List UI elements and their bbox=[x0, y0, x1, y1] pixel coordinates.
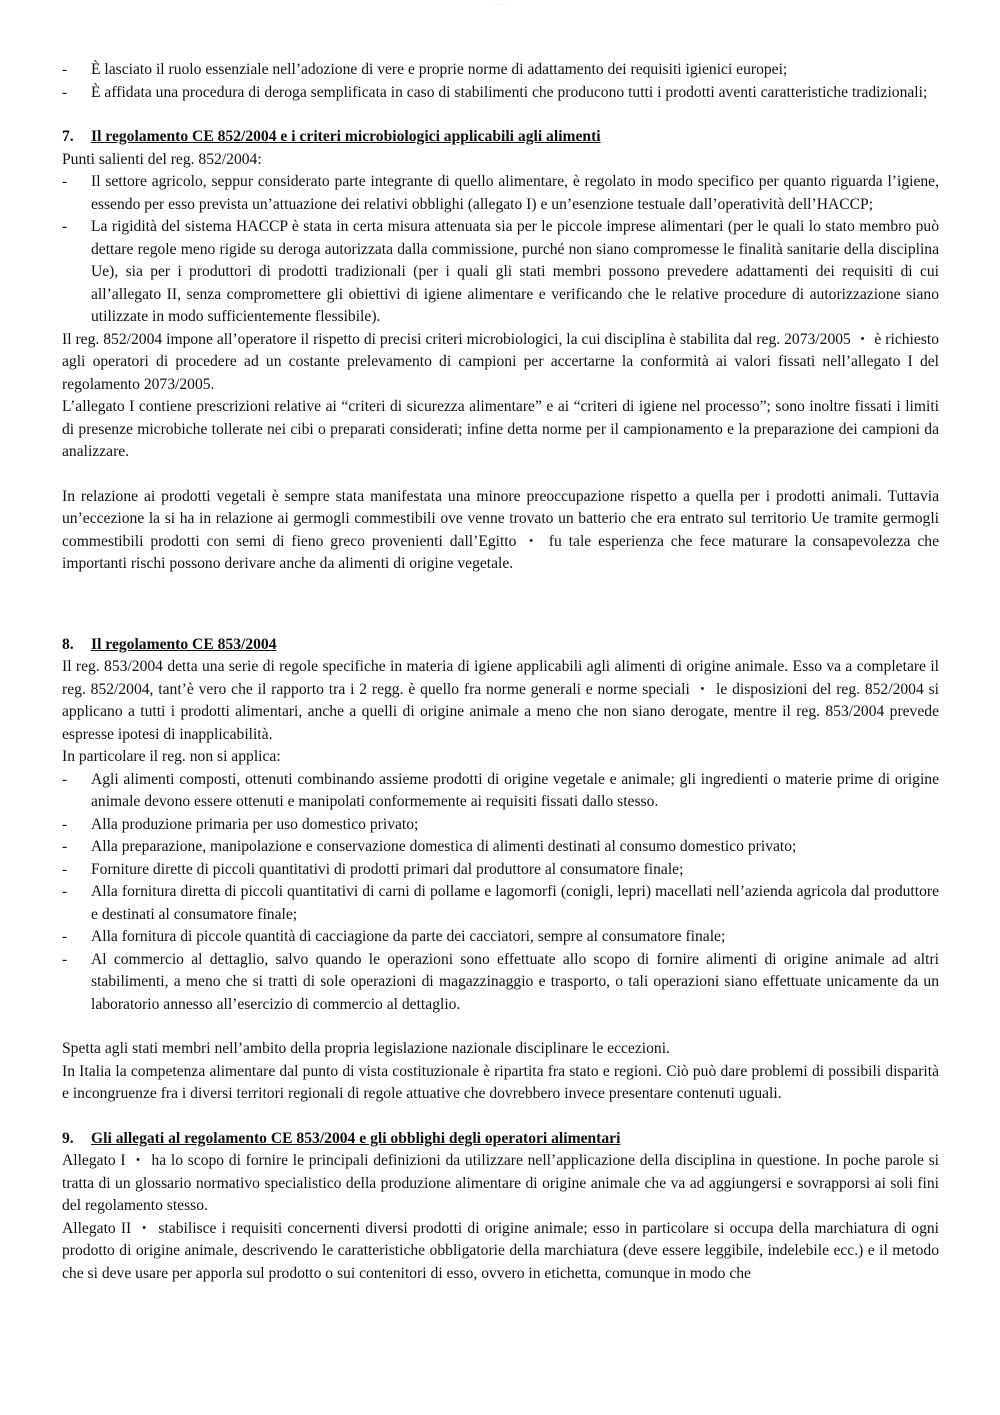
list-item-text: È lasciato il ruolo essenziale nell’adozione di vere e proprie norme di adattamento dei requisiti igienici europei; bbox=[91, 61, 788, 78]
list-item bbox=[62, 769, 939, 814]
paragraph: Allegato II ・ stabilisce i requisiti concernenti diversi prodotti di origine animale; esso in particolare si occupa della marchiatura di ogni prodotto di origine animale, descrivendo le caratteristiche obbligatorie della marchiatura (deve essere leggibile, indelebile ecc.) e il metodo che si deve usare per apporla sul prodotto o sui contenitori di esso, ovvero in etichetta, comunque in modo che bbox=[62, 1219, 939, 1282]
bullet-list-section-8 bbox=[62, 769, 939, 1017]
dash-bullet-icon: - bbox=[62, 860, 68, 878]
section-number: 9. bbox=[62, 1129, 74, 1147]
paragraph: Spetta agli stati membri nell’ambito della propria legislazione nazionale disciplinare le eccezioni. bbox=[62, 1040, 670, 1057]
section-number: 8. bbox=[62, 635, 74, 653]
dash-bullet-icon: - bbox=[62, 815, 68, 833]
list-item-text: Alla preparazione, manipolazione e conservazione domestica di alimenti destinati al consumo domestico privato; bbox=[91, 838, 797, 855]
section-title: Il regolamento CE 852/2004 e i criteri microbiologici applicabili agli alimenti bbox=[91, 128, 601, 145]
list-item bbox=[62, 216, 939, 329]
section-number: 7. bbox=[62, 128, 74, 145]
list-item bbox=[62, 859, 939, 882]
list-item bbox=[62, 814, 939, 837]
dash-bullet-icon: - bbox=[62, 883, 68, 900]
section-7-heading bbox=[62, 126, 939, 149]
paragraph: L’allegato I contiene prescrizioni relative ai “criteri di sicurezza alimentare” e ai “criteri di igiene nel processo”; sono inoltre fissati i limiti di presenze microbiche tollerate nei cibi o preparati considerati; infine detta norme per il campionamento e la preparazione dei campioni da analizzare. bbox=[62, 398, 939, 460]
list-item-text: Alla produzione primaria per uso domestico privato; bbox=[91, 815, 419, 833]
dash-bullet-icon: - bbox=[62, 770, 68, 788]
list-item-text: È affidata una procedura di deroga semplificata in caso di stabilimenti che producono tutti i prodotti aventi caratteristiche tradizionali; bbox=[91, 83, 928, 101]
list-item bbox=[62, 59, 939, 82]
list-item bbox=[62, 926, 939, 949]
dash-bullet-icon: - bbox=[62, 173, 68, 190]
paragraph: In particolare il reg. non si applica: bbox=[62, 748, 281, 765]
dash-bullet-icon: - bbox=[62, 218, 68, 235]
section-title: Gli allegati al regolamento CE 853/2004 e gli obblighi degli operatori alimentari bbox=[91, 1129, 621, 1147]
list-item-text: Alla fornitura diretta di piccoli quantitativi di carni di pollame e lagomorfi (conigli, lepri) macellati nell’azienda agricola dal produttore e destinati al consumatore finale; bbox=[91, 883, 939, 923]
list-item bbox=[62, 82, 939, 105]
paragraph: Punti salienti del reg. 852/2004: bbox=[62, 150, 262, 168]
page-header-mark: - - - - - bbox=[494, 2, 506, 7]
list-item-text: Agli alimenti composti, ottenuti combinando assieme prodotti di origine vegetale e animale; gli ingredienti o materie prime di origine animale devono essere ottenuti e manipolati conformemente ai requisiti fissati dallo stesso. bbox=[91, 770, 939, 810]
section-8-heading bbox=[62, 634, 939, 657]
paragraph: In relazione ai prodotti vegetali è sempre stata manifestata una minore preoccupazione rispetto a quella per i prodotti animali. Tuttavia un’eccezione la si ha in relazione ai germogli commestibili ove venne trovato un batterio che era entrato sul territorio Ue tramite germogli commestibili prodotti con semi di fieno greco provenienti dall’Egitto ・ fu tale esperienza che fece maturare la consapevolezza che importanti rischi possono derivare anche da alimenti di origine vegetale. bbox=[62, 487, 939, 572]
dash-bullet-icon: - bbox=[62, 61, 68, 78]
list-item-text: Il settore agricolo, seppur considerato parte integrante di quello alimentare, è regolato in modo specifico per quanto riguarda l’igiene, essendo per esso prevista un’attuazione dei relativi obblighi (allegato I) e un’esenzione testuale dall’operatività dell’HACCP; bbox=[91, 173, 939, 213]
bullet-list-top bbox=[62, 59, 939, 104]
dash-bullet-icon: - bbox=[62, 928, 68, 945]
paragraph: Allegato I ・ ha lo scopo di fornire le principali definizioni da utilizzare nell’applicazione della disciplina in questione. In poche parole si tratta di un glossario normativo specialistico della produzione alimentare di origine animale che va ad aggiungersi e sovrapporsi ai soli fini del regolamento stesso. bbox=[62, 1152, 939, 1214]
list-item-text: Forniture dirette di piccoli quantitativi di prodotti primari dal produttore al consumatore finale; bbox=[91, 860, 684, 878]
dash-bullet-icon: - bbox=[62, 83, 68, 101]
list-item bbox=[62, 949, 939, 1017]
section-9-heading bbox=[62, 1128, 939, 1151]
list-item bbox=[62, 836, 939, 859]
list-item-text: La rigidità del sistema HACCP è stata in certa misura attenuata sia per le piccole imprese alimentari (per le quali lo stato membro può dettare regole meno rigide su deroga autorizzata dalla commissione, purché non siano compromesse le finalità sanitarie della disciplina Ue), sia per i produttori di prodotti tradizionali (per i quali gli stati membri possono prevedere adattamenti dei requisiti di cui all’allegato II, senza compromettere gli obiettivi di igiene alimentare e verificando che le relative procedure di autorizzazione siano utilizzate in modo sufficientemente flessibile). bbox=[91, 218, 939, 325]
paragraph: Il reg. 852/2004 impone all’operatore il rispetto di precisi criteri microbiologici, la cui disciplina è stabilita dal reg. 2073/2005 ・ è richiesto agli operatori di procedere ad un costante prelevamento di campioni per accertarne la conformità ai valori fissati nell’allegato I del regolamento 2073/2005. bbox=[62, 330, 939, 393]
list-item bbox=[62, 881, 939, 926]
paragraph: In Italia la competenza alimentare dal punto di vista costituzionale è ripartita fra stato e regioni. Ciò può dare problemi di possibili disparità e incongruenze fra i diversi territori regionali di regole attuative che dovrebbero invece presentare contenuti uguali. bbox=[62, 1062, 939, 1102]
document-page bbox=[62, 59, 939, 1285]
dash-bullet-icon: - bbox=[62, 950, 68, 968]
dash-bullet-icon: - bbox=[62, 838, 68, 855]
paragraph: Il reg. 853/2004 detta una serie di regole specifiche in materia di igiene applicabili agli alimenti di origine animale. Esso va a completare il reg. 852/2004, tant’è vero che il rapporto tra i 2 regg. è quello fra norme generali e norme speciali ・ le disposizioni del reg. 852/2004 si applicano a tutti i prodotti alimentari, anche a quelli di origine animale a meno che non siano derogate, mentre il reg. 853/2004 prevede espresse ipotesi di inapplicabilità. bbox=[62, 658, 939, 743]
section-title: Il regolamento CE 853/2004 bbox=[91, 635, 277, 653]
list-item-text: Al commercio al dettaglio, salvo quando le operazioni sono effettuate allo scopo di fornire alimenti di origine animale ad altri stabilimenti, a meno che si tratti di sole operazioni di magazzinaggio e trasporto, o tali operazioni siano effettuate unicamente da un laboratorio annesso all’esercizio di commercio al dettaglio. bbox=[91, 950, 939, 1013]
bullet-list-section-7 bbox=[62, 171, 939, 329]
list-item-text: Alla fornitura di piccole quantità di cacciagione da parte dei cacciatori, sempre al consumatore finale; bbox=[91, 928, 726, 945]
list-item bbox=[62, 171, 939, 216]
